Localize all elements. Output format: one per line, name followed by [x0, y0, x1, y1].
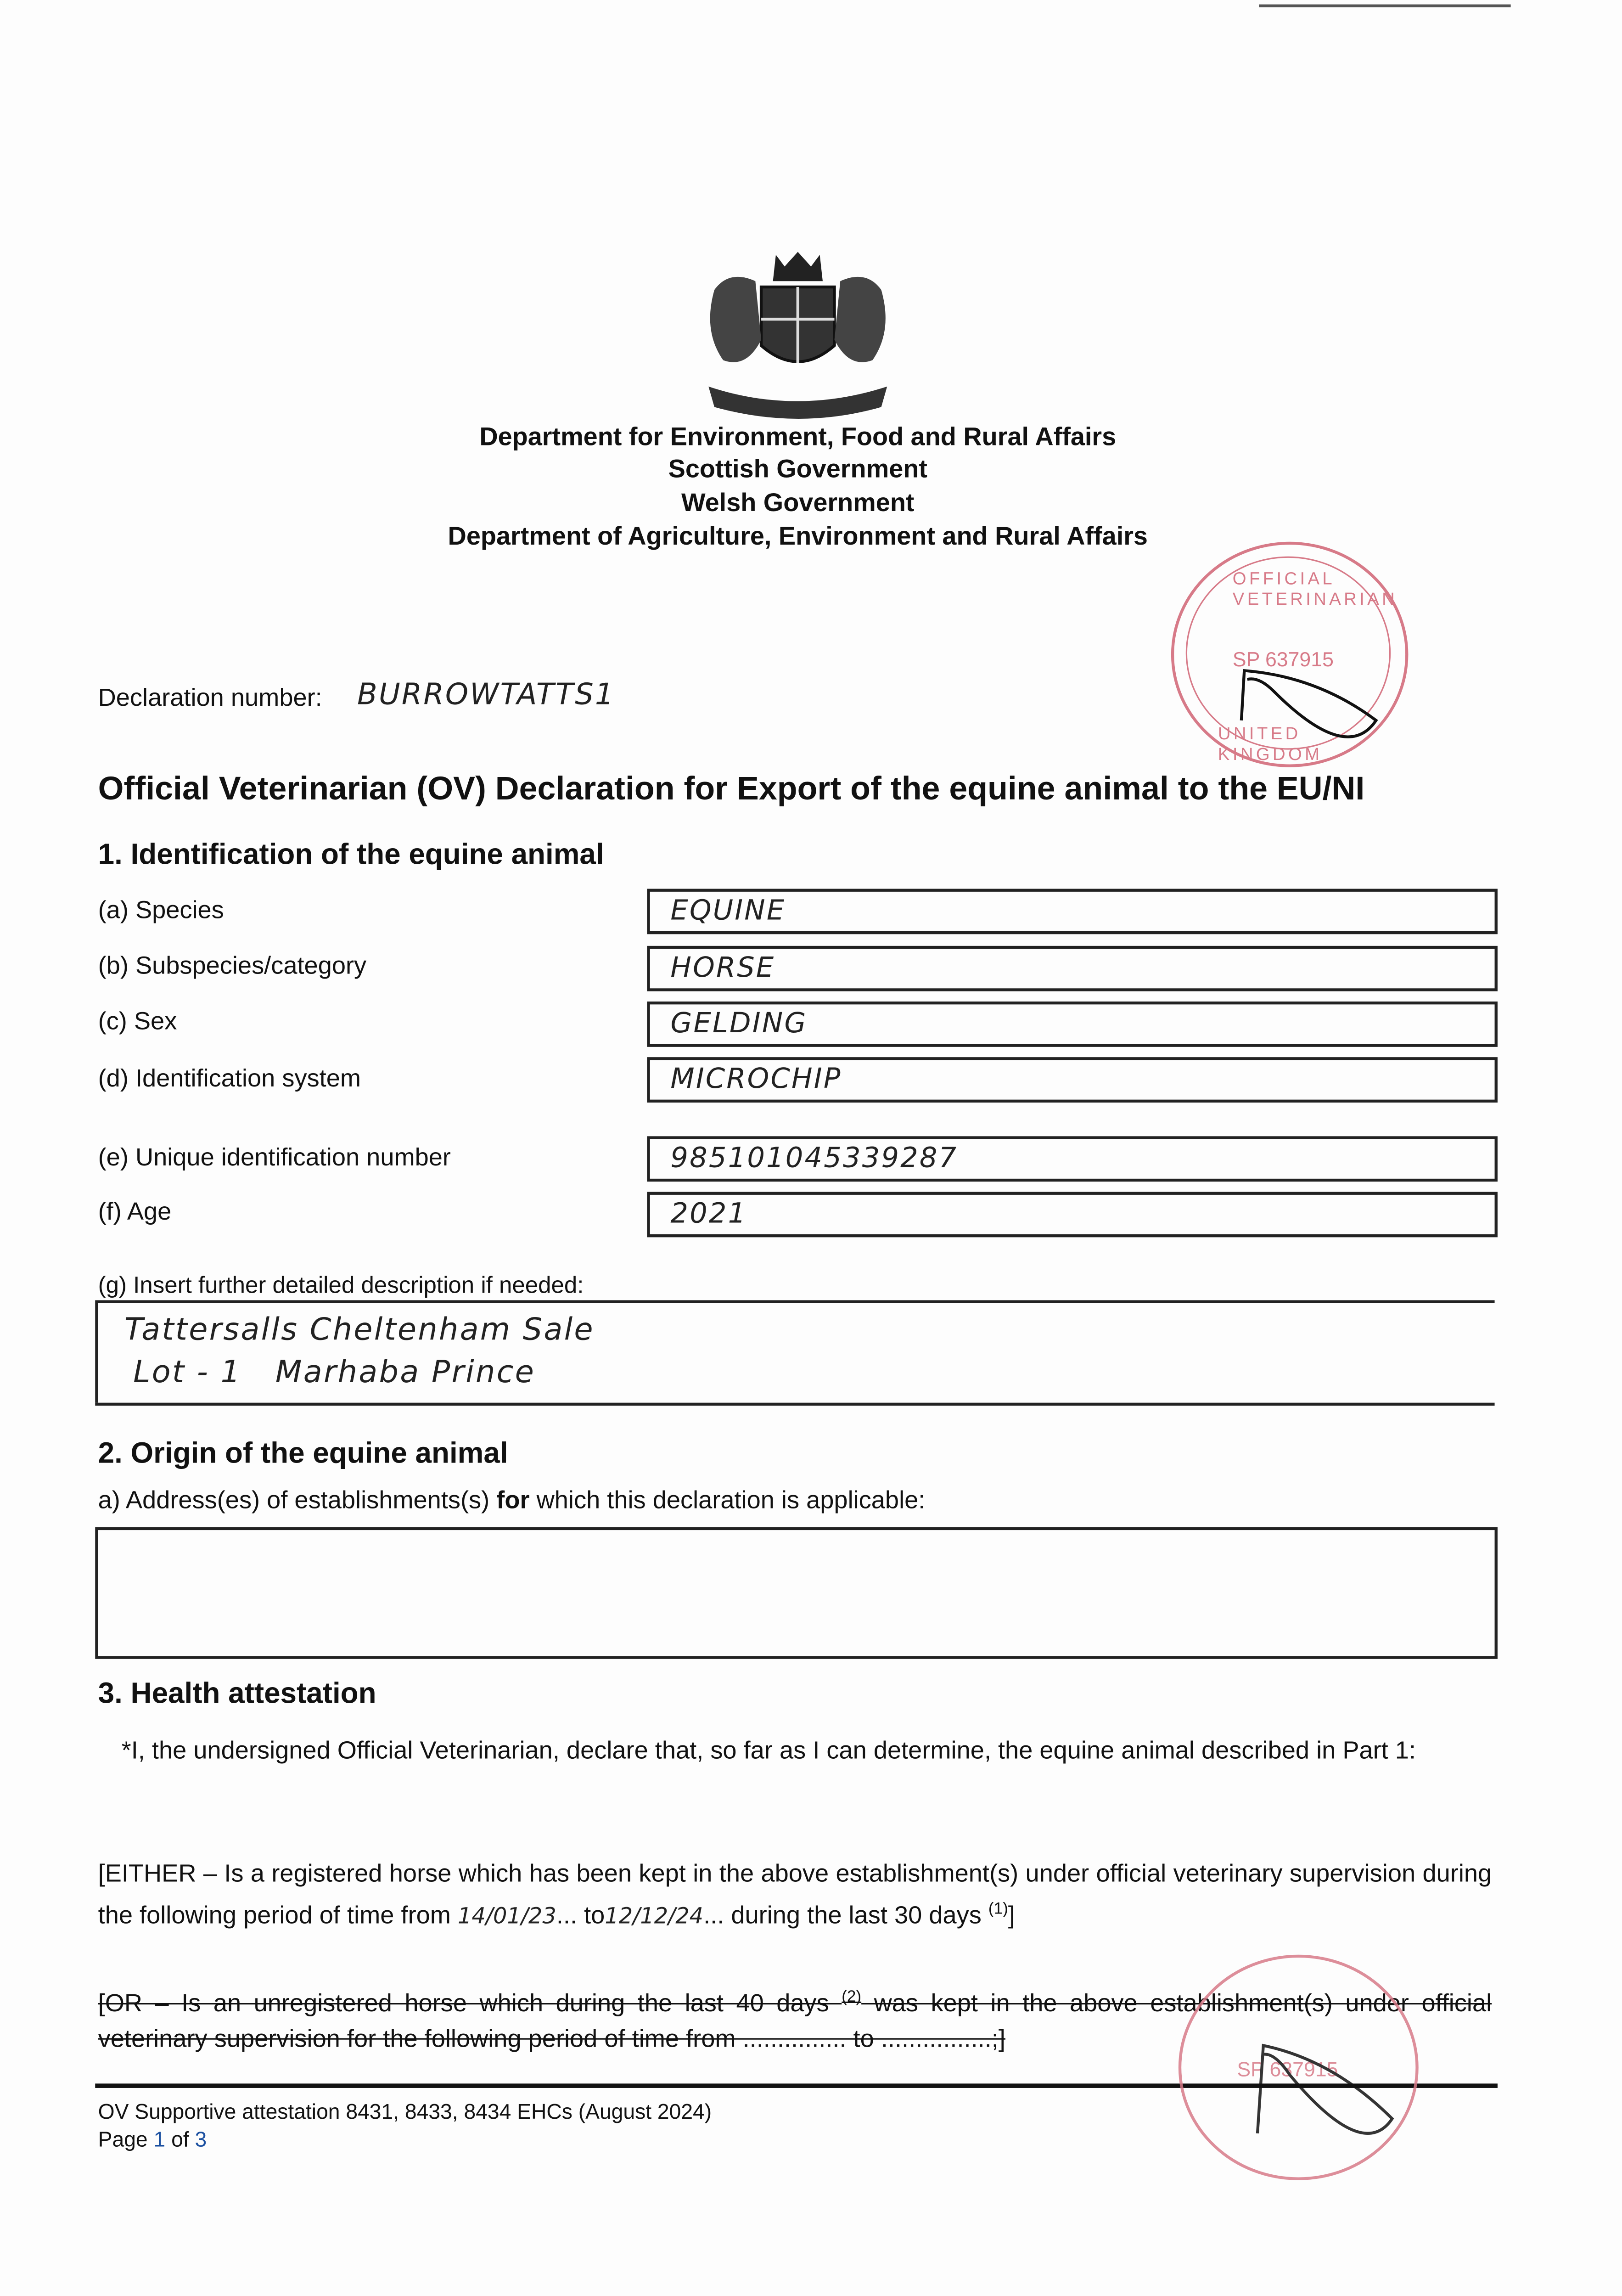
stamp-top-text: OFFICIAL VETERINARIAN	[1232, 568, 1398, 609]
stamp-bottom-text: UNITED KINGDOM	[1218, 723, 1323, 765]
page-number: Page 1 of 3	[98, 2129, 207, 2153]
or-clause-struck: [OR – Is an unregistered horse which during the last 40 days $^{(2)}$ was kept in the above establishment(s) under official veterinary supervision for the following period of time from ............... to ................;]	[98, 1988, 1492, 2053]
species-field[interactable]	[647, 889, 1498, 934]
description-line-2: Lot - 1 Marhaba Prince	[133, 1354, 536, 1390]
uid-label: (e) Unique identification number	[98, 1143, 451, 1171]
id-system-value: MICROCHIP	[670, 1063, 842, 1096]
scan-edge-line	[1259, 5, 1510, 7]
subspecies-label: (b) Subspecies/category	[98, 951, 367, 980]
header-line-welsh: Welsh Government	[681, 487, 915, 517]
description-line-1: Tattersalls Cheltenham Sale	[124, 1311, 595, 1347]
species-value: EQUINE	[670, 895, 786, 927]
uid-field[interactable]	[647, 1136, 1498, 1182]
to-date[interactable]: 12/12/24	[605, 1903, 704, 1930]
either-clause: [EITHER – Is a registered horse which has been kept in the above establishment(s) under official veterinary supervision during the following period of time from 14/01/23... to12/12/24... during the last 30 days $^{(1)}$]	[98, 1859, 1492, 1930]
id-system-field[interactable]	[647, 1057, 1498, 1103]
address-field[interactable]	[95, 1527, 1498, 1659]
royal-crest-logo	[700, 246, 896, 419]
signature-2	[1246, 2031, 1407, 2163]
from-date[interactable]: 14/01/23	[457, 1903, 556, 1930]
footer-reference: OV Supportive attestation 8431, 8433, 8434 EHCs (August 2024)	[98, 2101, 712, 2125]
age-value: 2021	[670, 1198, 747, 1230]
signature	[1229, 662, 1391, 764]
address-label: a) Address(es) of establishments(s) for which this declaration is applicable:	[98, 1486, 926, 1514]
age-label: (f) Age	[98, 1198, 172, 1226]
subspecies-field[interactable]	[647, 946, 1498, 991]
stamp-number-2: SP 637915	[1237, 2057, 1338, 2081]
header-line-scottish: Scottish Government	[668, 454, 927, 484]
declaration-number-label: Declaration number:	[98, 684, 322, 712]
further-description-field[interactable]	[95, 1300, 1494, 1406]
section2-heading: 2. Origin of the equine animal	[98, 1438, 508, 1470]
sex-value: GELDING	[670, 1007, 808, 1040]
ov-stamp	[1171, 542, 1409, 767]
header-line-defra: Department for Environment, Food and Rural Affairs	[479, 422, 1117, 451]
species-label: (a) Species	[98, 896, 224, 924]
document-title: Official Veterinarian (OV) Declaration for Export of the equine animal to the EU/NI	[98, 770, 1365, 807]
ov-stamp-2	[1179, 1955, 1419, 2180]
declaration-number-value[interactable]: BURROWTATTS1	[357, 676, 615, 712]
uid-value: 985101045339287	[670, 1142, 958, 1175]
sex-field[interactable]	[647, 1002, 1498, 1047]
sex-label: (c) Sex	[98, 1007, 177, 1035]
subspecies-value: HORSE	[670, 951, 775, 984]
id-system-label: (d) Identification system	[98, 1064, 361, 1092]
header-line-daera: Department of Agriculture, Environment and Rural Affairs	[448, 521, 1148, 551]
further-description-label: (g) Insert further detailed description if needed:	[98, 1274, 584, 1299]
stamp-number: SP 637915	[1232, 647, 1334, 671]
health-intro: *I, the undersigned Official Veterinarian, declare that, so far as I can determine, the equine animal described in Part 1:	[121, 1736, 1416, 1765]
section1-heading: 1. Identification of the equine animal	[98, 839, 604, 872]
section3-heading: 3. Health attestation	[98, 1678, 376, 1711]
age-field[interactable]	[647, 1192, 1498, 1238]
